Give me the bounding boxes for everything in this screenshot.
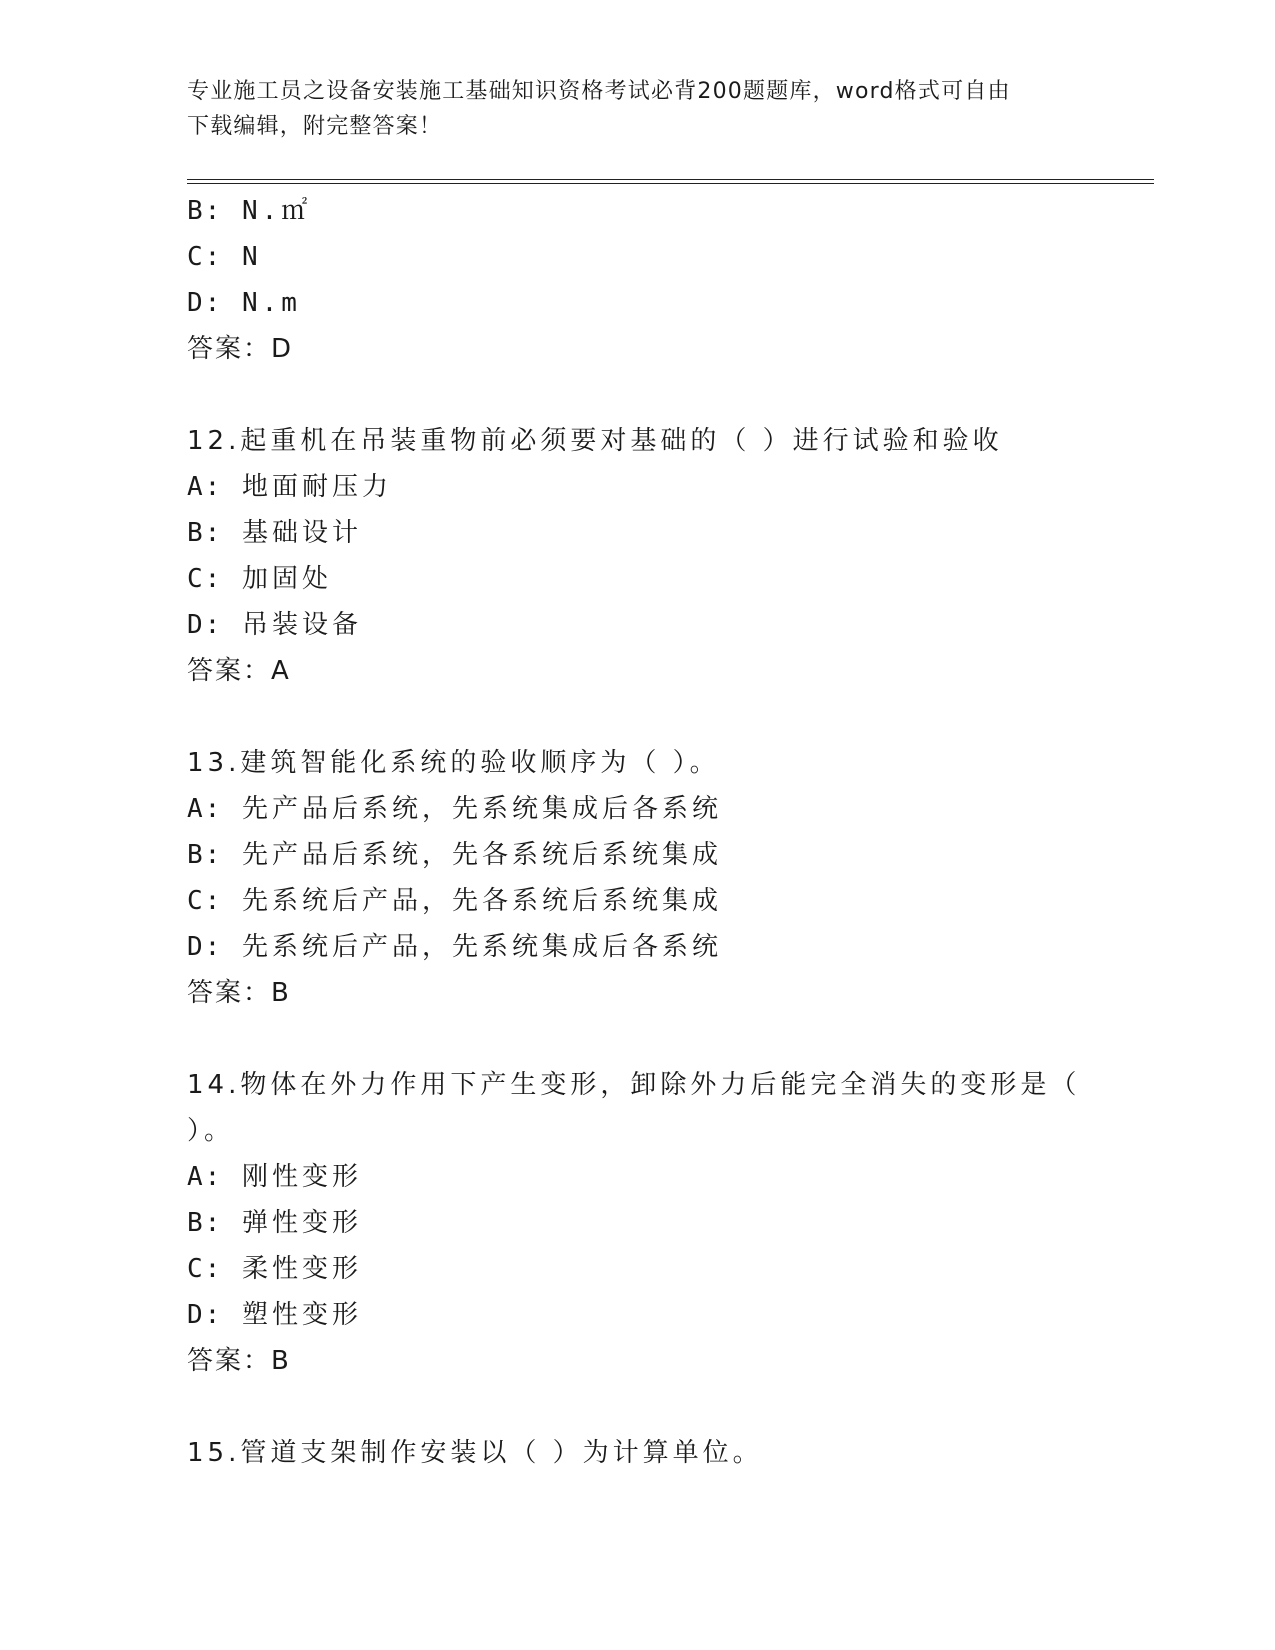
spacer [187, 1384, 1087, 1430]
question-text: 物体在外力作用下产生变形，卸除外力后能完全消失的变形是（ [240, 1070, 1081, 1100]
question-14 [187, 1062, 1087, 1384]
option-b [187, 832, 1087, 878]
header-title-line-1: 专业施工员之设备安装施工基础知识资格考试必背200题题库，word格式可自由 [187, 79, 1011, 104]
option-text: 柔性变形 [241, 1254, 362, 1284]
option-key: B: [187, 518, 223, 548]
answer-line: 答案：B [187, 1346, 291, 1376]
option-key: C: [187, 242, 223, 272]
option-key: D: [187, 1300, 223, 1330]
option-key: D: [187, 288, 223, 318]
option-a [187, 786, 1087, 832]
option-key: B: [187, 840, 223, 870]
option-text: 基础设计 [241, 518, 362, 548]
option-text: 先系统后产品，先各系统后系统集成 [241, 886, 722, 916]
option-d [187, 1292, 1087, 1338]
option-key: C: [187, 564, 223, 594]
option-d [187, 602, 1087, 648]
spacer [187, 694, 1087, 740]
spacer [187, 1016, 1087, 1062]
option-c [187, 556, 1087, 602]
option-text: 塑性变形 [241, 1300, 362, 1330]
option-text: N.㎡ [241, 196, 312, 226]
question-13 [187, 740, 1087, 1016]
option-d [187, 924, 1087, 970]
option-key: D: [187, 932, 223, 962]
option-b [187, 510, 1087, 556]
header-divider-top [187, 179, 1154, 180]
question-number: 12. [187, 426, 241, 456]
option-key: A: [187, 794, 223, 824]
option-key: B: [187, 196, 223, 226]
option-text: 弹性变形 [241, 1208, 362, 1238]
question-number: 13. [187, 748, 241, 778]
question-text: 管道支架制作安装以（ ）为计算单位。 [240, 1438, 763, 1468]
option-a [187, 1154, 1087, 1200]
option-key: B: [187, 1208, 223, 1238]
question-stem-continued: ）。 [187, 1116, 235, 1146]
question-list [187, 188, 1087, 1476]
option-text: 刚性变形 [241, 1162, 362, 1192]
question-12 [187, 418, 1087, 694]
question-11-partial [187, 188, 1087, 372]
option-b [187, 188, 1087, 234]
option-text: 先产品后系统，先系统集成后各系统 [241, 794, 722, 824]
header-title-line-2: 下载编辑，附完整答案！ [187, 114, 443, 139]
option-text: 吊装设备 [241, 610, 362, 640]
option-c [187, 1246, 1087, 1292]
question-stem [187, 740, 1087, 786]
document-header [187, 74, 1087, 144]
option-d [187, 280, 1087, 326]
option-a [187, 464, 1087, 510]
option-key: C: [187, 1254, 223, 1284]
option-text: N [241, 242, 262, 272]
option-key: D: [187, 610, 223, 640]
spacer [187, 372, 1087, 418]
option-key: A: [187, 1162, 223, 1192]
question-15 [187, 1430, 1087, 1476]
option-c [187, 878, 1087, 924]
option-key: C: [187, 886, 223, 916]
answer-line: 答案：A [187, 656, 291, 686]
answer-line: 答案：B [187, 978, 291, 1008]
option-c [187, 234, 1087, 280]
option-text: 先产品后系统，先各系统后系统集成 [241, 840, 722, 870]
question-text: 起重机在吊装重物前必须要对基础的（ ）进行试验和验收 [240, 426, 1003, 456]
question-text: 建筑智能化系统的验收顺序为（ ）。 [240, 748, 720, 778]
question-number: 15. [187, 1438, 241, 1468]
answer-line: 答案：D [187, 334, 294, 364]
option-key: A: [187, 472, 223, 502]
option-text: 先系统后产品，先系统集成后各系统 [241, 932, 722, 962]
question-number: 14. [187, 1070, 241, 1100]
option-text: 加固处 [241, 564, 332, 594]
option-text: N.m [241, 288, 301, 318]
question-stem [187, 1062, 1087, 1108]
question-stem [187, 418, 1087, 464]
header-divider-bottom [187, 183, 1154, 184]
question-stem [187, 1430, 1087, 1476]
option-b [187, 1200, 1087, 1246]
option-text: 地面耐压力 [241, 472, 392, 502]
